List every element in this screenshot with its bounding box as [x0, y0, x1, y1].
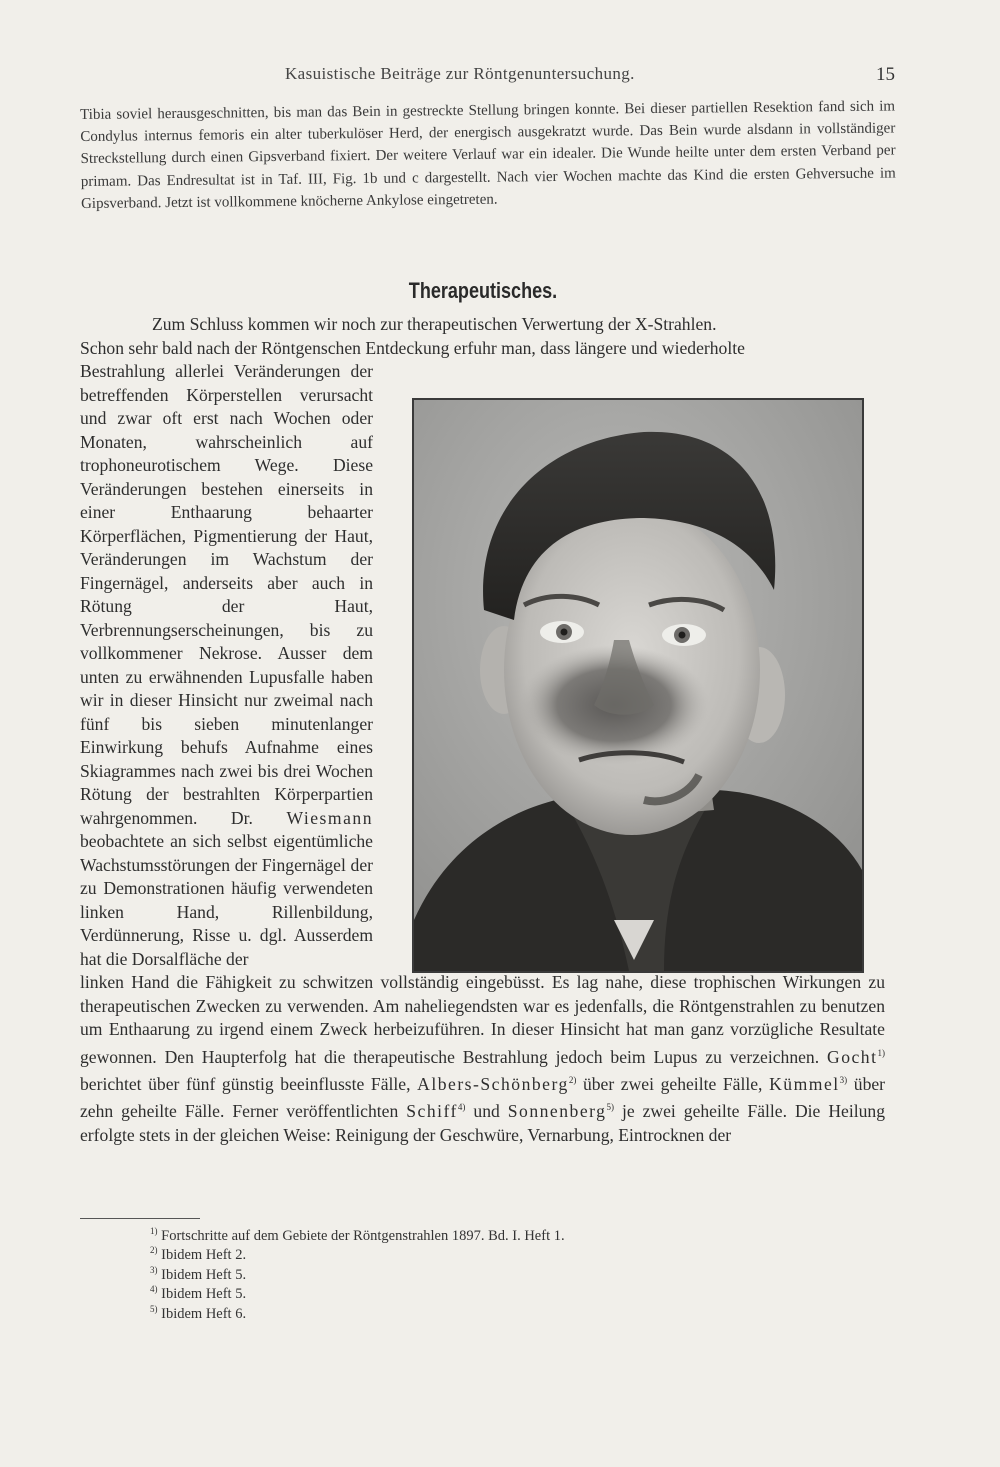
footnotes [150, 1222, 850, 1322]
footnote-text: Ibidem Heft 5. [161, 1266, 247, 1283]
footnote-ref-3: 3) [839, 1074, 848, 1085]
author-name-kuemmel: Kümmel [769, 1073, 840, 1094]
footnote-item [150, 1241, 850, 1264]
footnote-marker: 4) [150, 1284, 158, 1295]
bottom-text-6: je zwei geheilte Fälle. Die Heilung erfolgte stets in der gleichen Weise: Reinigung der Geschwüre, Vernarbung, Eintrocknen der [80, 1101, 886, 1145]
bottom-text-2: berichtet über fünf günstig beeinflusste Fälle, [80, 1073, 411, 1094]
bottom-text-4: über zehn geheilte Fälle. Ferner veröffentlichten [80, 1073, 886, 1122]
intro-paragraph: Tibia soviel herausgeschnitten, bis man das Bein in gestreckte Stellung bringen konnte. Bei dieser partiellen Resektion fand sich im Condylus internus femoris ein alter tuberkulöser Herd, der energisch ausgekratzt wurde. Das Bein wurde alsdann in vollständiger Streckstellung durch einen Gipsverband fixiert. Der weitere Verlauf war ein idealer. Die Wunde heilte unter dem ersten Verband per primam. Das Endresultat ist in Taf. III, Fig. 1b und c dargestellt. Nach vier Wochen machte das Kind die ersten Gehversuche im Gipsverband. Jetzt ist vollkommene knöcherne Ankylose eingetreten. [80, 98, 896, 212]
footnote-text: Ibidem Heft 6. [161, 1305, 247, 1322]
author-name-sonnenberg: Sonnenberg [507, 1101, 607, 1122]
bottom-paragraph [80, 971, 885, 1147]
footnote-marker: 3) [150, 1264, 158, 1275]
author-name-wiesmann: Wiesmann [286, 807, 373, 828]
body-line-1: Zum Schluss kommen wir noch zur therapeutischen Verwertung der X-Strahlen. [152, 314, 717, 334]
wrapped-text-1: Bestrahlung allerlei Veränderungen der betreffenden Körperstellen verursacht und zwar oft erst nach Wochen oder Monaten, wahrscheinlich auf trophoneurotischem Wege. Diese Veränderungen bestehen einerseits in einer Enthaarung behaarter Körperflächen, Pigmentierung der Haut, Veränderungen im Wachstum der Fingernägel, anderseits aber auch in Rötung der Haut, Verbrennungserscheinungen, bis zu vollkommener Nekrose. Ausser dem unten zu erwähnenden Lupusfalle haben wir in dieser Hinsicht nur zweimal nach fünf bis sieben minutenlanger Einwirkung behufs Aufnahme eines Skiagrammes nach zwei bis drei Wochen Rötung der bestrahlten Körperpartien wahrgenommen. Dr. [80, 361, 373, 828]
footnote-text: Fortschritte auf dem Gebiete der Röntgenstrahlen 1897. Bd. I. Heft 1. [161, 1227, 565, 1244]
bottom-text-1: linken Hand die Fähigkeit zu schwitzen vollständig eingebüsst. Es lag nahe, diese trophischen Wirkungen zu therapeutischen Zwecken zu verwenden. Am naheliegendsten war es jedenfalls, die Röntgenstrahlen zu benutzen um Enthaarung zu irgend einem Zweck herbeizuführen. In dieser Hinsicht hat man ganz vorzügliche Resultate gewonnen. Den Haupterfolg hat die therapeutische Bestrahlung jedoch beim Lupus zu verzeichnen. [80, 972, 885, 1067]
section-title: Therapeutisches. [408, 278, 558, 303]
wrapped-paragraph-column [80, 360, 373, 971]
bottom-text-3: über zwei geheilte Fälle, [582, 1073, 763, 1094]
body-line-2: Schon sehr bald nach der Röntgenschen Entdeckung erfuhr man, dass längere und wiederholte [80, 337, 745, 358]
wrapped-text-2: beobachtete an sich selbst eigentümliche Wachstumsstörungen der Fingernägel der zu Demonstrationen häufig verwendeten linken Hand, Rillenbildung, Verdünnerung, Risse u. dgl. Ausserdem hat die Dorsalfläche der [80, 831, 373, 969]
author-name-albers-schoenberg: Albers-Schönberg [417, 1073, 569, 1094]
footnote-item [150, 1280, 850, 1302]
page-header [80, 64, 895, 88]
footnote-item [150, 1222, 850, 1244]
footnote-text: Ibidem Heft 2. [161, 1247, 247, 1264]
footnote-divider [80, 1218, 200, 1219]
footnote-marker: 1) [150, 1226, 158, 1236]
author-name-gocht: Gocht [827, 1046, 878, 1067]
footnote-marker: 2) [150, 1245, 158, 1256]
footnote-item [150, 1300, 850, 1322]
body-text [80, 313, 890, 1147]
footnote-ref-5: 5) [606, 1102, 614, 1113]
footnote-item [150, 1261, 850, 1283]
footnote-marker: 5) [150, 1303, 158, 1314]
running-title: Kasuistische Beiträge zur Röntgenuntersuchung. [285, 64, 635, 83]
author-name-schiff: Schiff [406, 1101, 458, 1122]
footnote-ref-4: 4) [457, 1102, 466, 1113]
bottom-text-5: und [473, 1101, 500, 1122]
footnote-ref-2: 2) [568, 1074, 577, 1085]
page-number: 15 [876, 64, 895, 85]
footnote-ref-1: 1) [877, 1047, 885, 1058]
footnote-text: Ibidem Heft 5. [161, 1286, 247, 1302]
